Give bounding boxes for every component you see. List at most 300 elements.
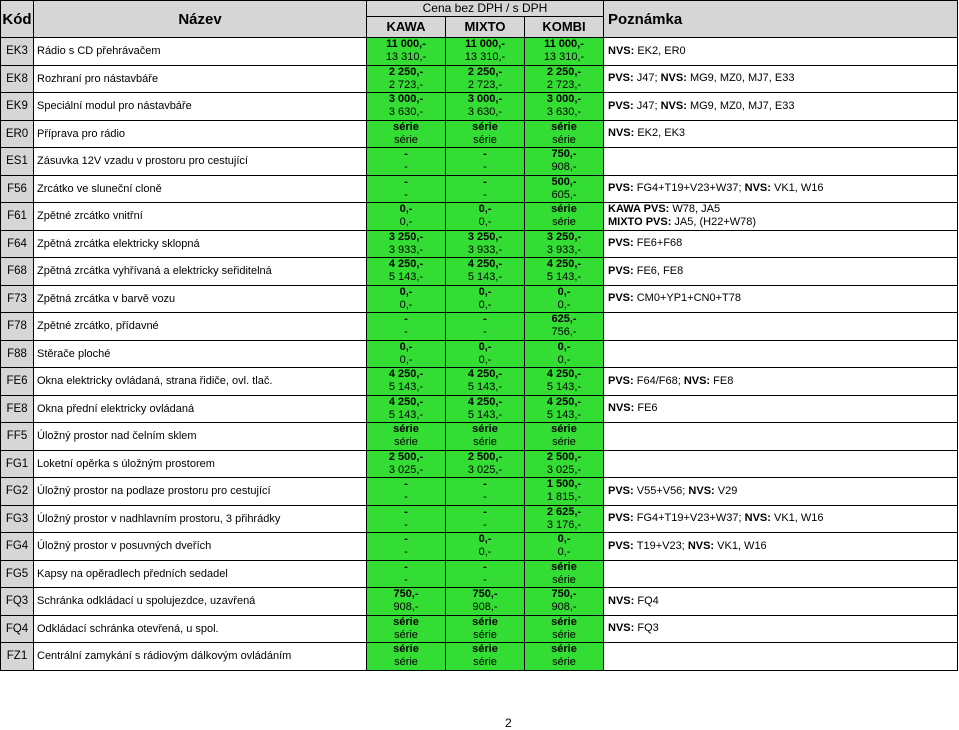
price-gross: - [404, 491, 408, 504]
option-note [604, 175, 958, 203]
price-net: 0,- [478, 533, 492, 546]
price-gross: série [552, 573, 576, 586]
price-kawa [367, 423, 446, 451]
price-mixto [446, 450, 525, 478]
table-row [1, 643, 958, 671]
option-name: Stěrače ploché [34, 340, 367, 368]
note-label: NVS: [608, 402, 638, 415]
option-note [604, 203, 958, 231]
option-name: Rádio s CD přehrávačem [34, 38, 367, 66]
option-note [604, 643, 958, 671]
table-row [1, 258, 958, 286]
price-net: 4 250,- [388, 258, 424, 271]
price-mixto [446, 423, 525, 451]
note-label: MIXTO PVS: [608, 216, 675, 229]
price-net: série [393, 643, 419, 656]
option-code: F88 [1, 340, 34, 368]
price-net: série [472, 615, 498, 628]
option-note [604, 93, 958, 121]
price-mixto [446, 203, 525, 231]
price-net: - [404, 175, 408, 188]
option-note [604, 450, 958, 478]
price-net: - [483, 313, 487, 326]
note-label: PVS: [608, 72, 637, 85]
price-net: - [483, 505, 487, 518]
option-note [604, 148, 958, 176]
price-net: 0,- [478, 340, 492, 353]
price-net: 500,- [551, 175, 577, 188]
price-kawa [367, 615, 446, 643]
price-kombi [525, 423, 604, 451]
price-kawa [367, 340, 446, 368]
price-net: - [404, 533, 408, 546]
price-gross: 5 143,- [388, 271, 424, 284]
price-kawa [367, 313, 446, 341]
price-kombi [525, 65, 604, 93]
price-gross: série [473, 628, 497, 641]
col-header-mixto: MIXTO [446, 16, 525, 37]
price-mixto [446, 395, 525, 423]
option-note [604, 478, 958, 506]
note-value: MG9, MZ0, MJ7, E33 [689, 99, 795, 112]
price-net: 4 250,- [388, 368, 424, 381]
price-kombi [525, 643, 604, 671]
option-code: FG5 [1, 560, 34, 588]
price-kawa [367, 505, 446, 533]
price-mixto [446, 38, 525, 66]
option-name: Úložný prostor v posuvných dveřích [34, 533, 367, 561]
option-note [604, 395, 958, 423]
price-gross: - [483, 491, 487, 504]
note-value: FE6+F68 [636, 237, 683, 250]
option-name: Zpětné zrcátko, přídavné [34, 313, 367, 341]
price-gross: 3 933,- [546, 243, 582, 256]
price-net: - [404, 505, 408, 518]
option-name: Loketní opěrka s úložným prostorem [34, 450, 367, 478]
option-name: Zrcátko ve sluneční cloně [34, 175, 367, 203]
price-gross: 13 310,- [464, 51, 506, 64]
note-label: NVS: [744, 512, 774, 525]
price-gross: 0,- [557, 353, 571, 366]
price-kawa [367, 120, 446, 148]
table-row [1, 588, 958, 616]
price-gross: 3 025,- [546, 463, 582, 476]
table-body [1, 38, 958, 671]
price-net: 11 000,- [544, 38, 584, 51]
price-gross: 13 310,- [543, 51, 585, 64]
price-net: 3 000,- [467, 93, 503, 106]
price-kawa [367, 38, 446, 66]
price-kawa [367, 203, 446, 231]
price-kombi [525, 285, 604, 313]
price-kawa [367, 395, 446, 423]
note-value: J47; [636, 99, 661, 112]
price-gross: 0,- [557, 546, 571, 559]
note-label: NVS: [608, 127, 638, 140]
option-code: FQ4 [1, 615, 34, 643]
note-label: NVS: [688, 484, 718, 497]
price-kawa [367, 230, 446, 258]
price-gross: 3 025,- [388, 463, 424, 476]
price-gross: - [404, 188, 408, 201]
note-value: V29 [717, 484, 738, 497]
price-mixto [446, 285, 525, 313]
price-gross: - [483, 161, 487, 174]
price-mixto [446, 93, 525, 121]
option-code: FZ1 [1, 643, 34, 671]
price-kombi [525, 615, 604, 643]
option-name: Úložný prostor v nadhlavním prostoru, 3 přihrádky [34, 505, 367, 533]
price-kawa [367, 588, 446, 616]
price-net: 4 250,- [388, 395, 424, 408]
option-code: F78 [1, 313, 34, 341]
price-gross: 3 933,- [388, 243, 424, 256]
price-gross: 5 143,- [546, 408, 582, 421]
price-net: série [551, 203, 577, 216]
option-note [604, 505, 958, 533]
col-header-kombi: KOMBI [525, 16, 604, 37]
note-value: JA5, (H22+W78) [674, 216, 757, 229]
price-gross: 3 933,- [467, 243, 503, 256]
price-gross: 5 143,- [388, 408, 424, 421]
option-note [604, 65, 958, 93]
option-name: Speciální modul pro nástavbáře [34, 93, 367, 121]
price-kawa [367, 285, 446, 313]
price-net: 3 000,- [546, 93, 582, 106]
price-gross: 0,- [478, 546, 492, 559]
price-gross: 908,- [551, 601, 577, 614]
price-gross: - [404, 546, 408, 559]
note-label: NVS: [608, 44, 638, 57]
option-note [604, 313, 958, 341]
note-value: FG4+T19+V23+W37; [636, 512, 745, 525]
option-name: Zpětná zrcátka elektricky sklopná [34, 230, 367, 258]
price-kombi [525, 175, 604, 203]
table-row [1, 313, 958, 341]
option-note [604, 258, 958, 286]
price-net: 0,- [557, 340, 571, 353]
price-net: série [393, 423, 419, 436]
price-net: 4 250,- [546, 368, 582, 381]
note-label: PVS: [608, 182, 637, 195]
col-header-nazev: Název [34, 1, 367, 38]
note-value: FE6, FE8 [636, 264, 684, 277]
price-kombi [525, 230, 604, 258]
note-value: VK1, W16 [774, 512, 824, 525]
note-label: PVS: [608, 374, 637, 387]
price-mixto [446, 175, 525, 203]
price-kombi [525, 340, 604, 368]
note-value: CM0+YP1+CN0+T78 [636, 292, 741, 305]
option-code: F68 [1, 258, 34, 286]
price-gross: - [404, 573, 408, 586]
price-net: 4 250,- [546, 258, 582, 271]
table-row [1, 175, 958, 203]
note-value: FG4+T19+V23+W37; [636, 182, 745, 195]
price-mixto [446, 230, 525, 258]
price-gross: - [404, 326, 408, 339]
price-net: série [551, 423, 577, 436]
price-mixto [446, 615, 525, 643]
note-label: PVS: [608, 237, 637, 250]
option-code: FE8 [1, 395, 34, 423]
option-name: Rozhraní pro nástavbáře [34, 65, 367, 93]
price-kombi [525, 505, 604, 533]
price-gross: 5 143,- [546, 381, 582, 394]
option-code: F64 [1, 230, 34, 258]
price-net: 2 500,- [467, 450, 503, 463]
price-gross: 5 143,- [388, 381, 424, 394]
table-row [1, 65, 958, 93]
option-name: Zpětná zrcátka vyhřívaná a elektricky seřiditelná [34, 258, 367, 286]
price-mixto [446, 505, 525, 533]
price-net: 3 250,- [388, 230, 424, 243]
price-net: 750,- [551, 148, 577, 161]
price-gross: 0,- [478, 353, 492, 366]
option-name: Úložný prostor nad čelním sklem [34, 423, 367, 451]
note-label: NVS: [608, 594, 638, 607]
price-kombi [525, 478, 604, 506]
note-value: W78, JA5 [672, 203, 721, 216]
price-net: 11 000,- [386, 38, 426, 51]
price-kawa [367, 175, 446, 203]
price-mixto [446, 120, 525, 148]
price-net: 0,- [478, 285, 492, 298]
price-net: 0,- [399, 285, 413, 298]
table-row [1, 478, 958, 506]
price-net: 2 500,- [388, 450, 424, 463]
price-gross: 5 143,- [467, 381, 503, 394]
table-row [1, 230, 958, 258]
price-net: 4 250,- [467, 258, 503, 271]
price-net: 3 250,- [546, 230, 582, 243]
price-net: série [472, 423, 498, 436]
price-kombi [525, 93, 604, 121]
price-gross: 0,- [399, 298, 413, 311]
table-row [1, 450, 958, 478]
price-kawa [367, 478, 446, 506]
price-gross: série [394, 656, 418, 669]
note-label: NVS: [660, 99, 690, 112]
price-net: 0,- [557, 533, 571, 546]
option-code: F61 [1, 203, 34, 231]
option-name: Úložný prostor na podlaze prostoru pro cestující [34, 478, 367, 506]
option-note [604, 120, 958, 148]
option-code: FQ3 [1, 588, 34, 616]
price-net: - [404, 148, 408, 161]
price-gross: série [552, 628, 576, 641]
col-header-poznamka: Poznámka [604, 1, 958, 38]
price-net: 0,- [557, 285, 571, 298]
option-note [604, 533, 958, 561]
price-kombi [525, 533, 604, 561]
price-gross: - [483, 518, 487, 531]
price-net: 2 250,- [467, 65, 503, 78]
price-net: série [551, 615, 577, 628]
note-label: NVS: [687, 539, 718, 552]
price-net: 750,- [393, 588, 419, 601]
price-mixto [446, 148, 525, 176]
price-gross: 0,- [557, 298, 571, 311]
price-net: 2 250,- [546, 65, 582, 78]
price-net: 750,- [551, 588, 577, 601]
table-row [1, 423, 958, 451]
price-gross: 908,- [393, 601, 419, 614]
price-gross: série [394, 133, 418, 146]
price-gross: 1 815,- [546, 491, 582, 504]
table-row [1, 148, 958, 176]
price-kombi [525, 368, 604, 396]
col-header-kawa: KAWA [367, 16, 446, 37]
price-net: série [551, 560, 577, 573]
price-net: série [551, 120, 577, 133]
option-code: EK3 [1, 38, 34, 66]
price-net: 4 250,- [467, 395, 503, 408]
option-code: F56 [1, 175, 34, 203]
price-mixto [446, 313, 525, 341]
note-value: EK2, EK3 [637, 127, 686, 140]
price-kawa [367, 93, 446, 121]
option-note [604, 368, 958, 396]
price-gross: 908,- [472, 601, 498, 614]
price-net: série [472, 120, 498, 133]
note-value: F64/F68; [636, 374, 684, 387]
price-gross: 0,- [478, 298, 492, 311]
option-name: Zpětné zrcátko vnitřní [34, 203, 367, 231]
note-value: VK1, W16 [774, 182, 824, 195]
price-net: - [404, 313, 408, 326]
price-mixto [446, 258, 525, 286]
option-name: Okna elektricky ovládaná, strana řidiče, ovl. tlač. [34, 368, 367, 396]
price-net: - [483, 175, 487, 188]
price-net: série [551, 643, 577, 656]
price-gross: - [483, 573, 487, 586]
option-code: FG3 [1, 505, 34, 533]
note-label: NVS: [608, 622, 638, 635]
price-gross: - [483, 326, 487, 339]
table-row [1, 560, 958, 588]
table-row [1, 533, 958, 561]
note-value: T19+V23; [636, 539, 688, 552]
price-gross: série [552, 436, 576, 449]
price-net: 625,- [551, 313, 577, 326]
price-gross: série [473, 133, 497, 146]
price-gross: - [483, 188, 487, 201]
price-gross: 5 143,- [467, 408, 503, 421]
price-net: - [404, 560, 408, 573]
price-mixto [446, 340, 525, 368]
option-code: ER0 [1, 120, 34, 148]
price-gross: 13 310,- [385, 51, 427, 64]
price-mixto [446, 560, 525, 588]
price-gross: série [552, 133, 576, 146]
price-gross: 605,- [551, 188, 577, 201]
price-kawa [367, 450, 446, 478]
option-note [604, 285, 958, 313]
note-value: MG9, MZ0, MJ7, E33 [689, 72, 795, 85]
price-net: série [393, 615, 419, 628]
price-kawa [367, 560, 446, 588]
option-note [604, 38, 958, 66]
price-kombi [525, 120, 604, 148]
option-name: Okna přední elektricky ovládaná [34, 395, 367, 423]
note-label: PVS: [608, 292, 637, 305]
price-gross: 908,- [551, 161, 577, 174]
price-kombi [525, 560, 604, 588]
price-kombi [525, 258, 604, 286]
price-mixto [446, 643, 525, 671]
option-code: FG4 [1, 533, 34, 561]
note-label: PVS: [608, 512, 637, 525]
table-row [1, 368, 958, 396]
option-name: Schránka odkládací u spolujezdce, uzavřená [34, 588, 367, 616]
table-row [1, 38, 958, 66]
price-gross: 0,- [399, 216, 413, 229]
table-row [1, 203, 958, 231]
price-gross: 3 630,- [546, 106, 582, 119]
option-note [604, 588, 958, 616]
option-name: Zásuvka 12V vzadu v prostoru pro cestující [34, 148, 367, 176]
table-row [1, 285, 958, 313]
price-gross: série [473, 656, 497, 669]
price-kombi [525, 38, 604, 66]
note-label: PVS: [608, 99, 637, 112]
price-kombi [525, 148, 604, 176]
option-name: Kapsy na opěradlech předních sedadel [34, 560, 367, 588]
price-kombi [525, 313, 604, 341]
price-gross: 756,- [551, 326, 577, 339]
table-row [1, 93, 958, 121]
price-gross: - [404, 161, 408, 174]
price-gross: - [404, 518, 408, 531]
price-gross: série [552, 656, 576, 669]
table-row [1, 615, 958, 643]
price-kawa [367, 533, 446, 561]
price-net: 4 250,- [467, 368, 503, 381]
price-gross: série [473, 436, 497, 449]
price-net: - [483, 560, 487, 573]
price-net: 3 250,- [467, 230, 503, 243]
price-gross: 5 143,- [546, 271, 582, 284]
price-kombi [525, 450, 604, 478]
option-code: FG1 [1, 450, 34, 478]
note-label: PVS: [608, 264, 637, 277]
price-net: 2 250,- [388, 65, 424, 78]
col-header-kod: Kód [1, 1, 34, 38]
price-gross: 3 025,- [467, 463, 503, 476]
col-header-cena: Cena bez DPH / s DPH [367, 1, 604, 17]
note-label: KAWA PVS: [608, 203, 673, 216]
price-gross: 3 630,- [388, 106, 424, 119]
table-row [1, 120, 958, 148]
price-net: 4 250,- [546, 395, 582, 408]
option-note [604, 340, 958, 368]
note-label: NVS: [683, 374, 714, 387]
note-value: FE8 [713, 374, 734, 387]
price-kombi [525, 203, 604, 231]
price-mixto [446, 588, 525, 616]
price-net: 2 625,- [546, 505, 582, 518]
option-name: Příprava pro rádio [34, 120, 367, 148]
option-code: ES1 [1, 148, 34, 176]
price-gross: 2 723,- [388, 78, 424, 91]
option-code: FG2 [1, 478, 34, 506]
price-net: 0,- [399, 340, 413, 353]
option-name: Centrální zamykání s rádiovým dálkovým ovládáním [34, 643, 367, 671]
option-note [604, 615, 958, 643]
price-net: 0,- [399, 203, 413, 216]
option-code: F73 [1, 285, 34, 313]
